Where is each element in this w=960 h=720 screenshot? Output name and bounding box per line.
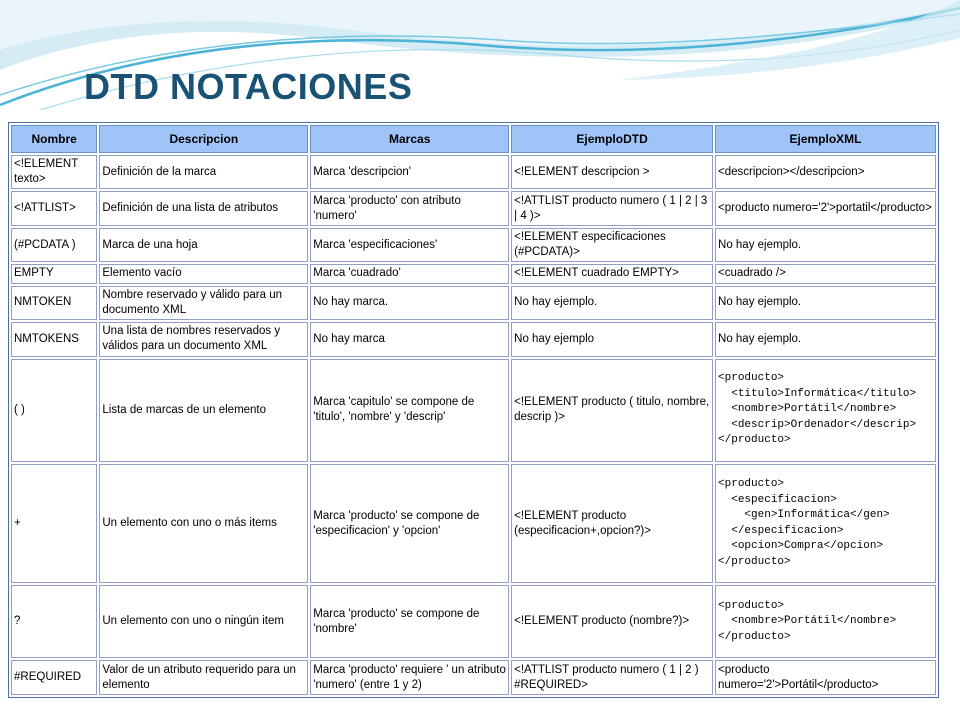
- cell-ejemplo-dtd: <!ELEMENT especificaciones (#PCDATA)>: [511, 228, 713, 262]
- cell-descripcion: Definición de una lista de atributos: [99, 191, 308, 225]
- table-row: [11, 322, 936, 356]
- cell-ejemplo-xml: <descripcion></descripcion>: [715, 155, 936, 189]
- cell-nombre: +: [11, 464, 97, 584]
- cell-marcas: Marca 'producto' requiere ' un atributo 'numero' (entre 1 y 2): [310, 660, 509, 695]
- header-nombre: Nombre: [11, 125, 97, 153]
- table-row: [11, 264, 936, 283]
- cell-ejemplo-xml-code: <producto> <especificacion> <gen>Informática</gen> </especificacion> <opcion>Compra</opcion> </producto>: [715, 464, 936, 584]
- cell-ejemplo-dtd: <!ELEMENT producto ( titulo, nombre, descrip )>: [511, 359, 713, 462]
- cell-marcas: Marca 'producto' con atributo 'numero': [310, 191, 509, 225]
- cell-descripcion: Definición de la marca: [99, 155, 308, 189]
- cell-nombre: NMTOKENS: [11, 322, 97, 356]
- cell-ejemplo-xml: No hay ejemplo.: [715, 228, 936, 262]
- table-row: [11, 228, 936, 262]
- header-descripcion: Descripcion: [99, 125, 308, 153]
- cell-marcas: Marca 'capitulo' se compone de 'titulo', 'nombre' y 'descrip': [310, 359, 509, 462]
- cell-nombre: ( ): [11, 359, 97, 462]
- cell-ejemplo-dtd: No hay ejemplo.: [511, 286, 713, 320]
- slide-title: DTD NOTACIONES: [84, 66, 413, 107]
- cell-marcas: Marca 'producto' se compone de 'especificacion' y 'opcion': [310, 464, 509, 584]
- cell-nombre: #REQUIRED: [11, 660, 97, 695]
- cell-descripcion: Valor de un atributo requerido para un elemento: [99, 660, 308, 695]
- cell-marcas: No hay marca: [310, 322, 509, 356]
- cell-ejemplo-xml-code: <producto> <nombre>Portátil</nombre> </producto>: [715, 585, 936, 658]
- cell-ejemplo-xml: <producto numero='2'>Portátil</producto>: [715, 660, 936, 695]
- cell-descripcion: Un elemento con uno o ningún item: [99, 585, 308, 658]
- table-row: [11, 464, 936, 584]
- cell-ejemplo-dtd: <!ATTLIST producto numero ( 1 | 2 ) #REQUIRED>: [511, 660, 713, 695]
- cell-marcas: Marca 'descripcion': [310, 155, 509, 189]
- cell-marcas: Marca 'cuadrado': [310, 264, 509, 283]
- table-header-row: [11, 125, 936, 153]
- cell-ejemplo-xml-code: <producto> <titulo>Informática</titulo> <nombre>Portátil</nombre> <descrip>Ordenador</descrip> </producto>: [715, 359, 936, 462]
- table-row: [11, 585, 936, 658]
- cell-descripcion: Nombre reservado y válido para un documento XML: [99, 286, 308, 320]
- header-ejemplo-xml: EjemploXML: [715, 125, 936, 153]
- cell-marcas: Marca 'especificaciones': [310, 228, 509, 262]
- cell-nombre: <!ATTLIST>: [11, 191, 97, 225]
- table-row: [11, 660, 936, 695]
- cell-descripcion: Lista de marcas de un elemento: [99, 359, 308, 462]
- cell-ejemplo-xml: <cuadrado />: [715, 264, 936, 283]
- cell-ejemplo-dtd: <!ELEMENT descripcion >: [511, 155, 713, 189]
- header-marcas: Marcas: [310, 125, 509, 153]
- cell-nombre: ?: [11, 585, 97, 658]
- cell-ejemplo-xml: <producto numero='2'>portatil</producto>: [715, 191, 936, 225]
- table-row: [11, 286, 936, 320]
- cell-descripcion: Marca de una hoja: [99, 228, 308, 262]
- table-row: [11, 155, 936, 189]
- cell-nombre: (#PCDATA ): [11, 228, 97, 262]
- cell-nombre: EMPTY: [11, 264, 97, 283]
- cell-ejemplo-xml: No hay ejemplo.: [715, 286, 936, 320]
- cell-nombre: <!ELEMENT texto>: [11, 155, 97, 189]
- dtd-notation-table: [8, 122, 939, 698]
- cell-ejemplo-dtd: <!ATTLIST producto numero ( 1 | 2 | 3 | 4 )>: [511, 191, 713, 225]
- cell-marcas: Marca 'producto' se compone de 'nombre': [310, 585, 509, 658]
- cell-nombre: NMTOKEN: [11, 286, 97, 320]
- cell-ejemplo-xml: No hay ejemplo.: [715, 322, 936, 356]
- header-ejemplo-dtd: EjemploDTD: [511, 125, 713, 153]
- table-row: [11, 359, 936, 462]
- cell-marcas: No hay marca.: [310, 286, 509, 320]
- table-row: [11, 191, 936, 225]
- cell-ejemplo-dtd: No hay ejemplo: [511, 322, 713, 356]
- cell-descripcion: Un elemento con uno o más items: [99, 464, 308, 584]
- cell-descripcion: Una lista de nombres reservados y válidos para un documento XML: [99, 322, 308, 356]
- cell-ejemplo-dtd: <!ELEMENT cuadrado EMPTY>: [511, 264, 713, 283]
- cell-ejemplo-dtd: <!ELEMENT producto (especificacion+,opcion?)>: [511, 464, 713, 584]
- cell-ejemplo-dtd: <!ELEMENT producto (nombre?)>: [511, 585, 713, 658]
- cell-descripcion: Elemento vacío: [99, 264, 308, 283]
